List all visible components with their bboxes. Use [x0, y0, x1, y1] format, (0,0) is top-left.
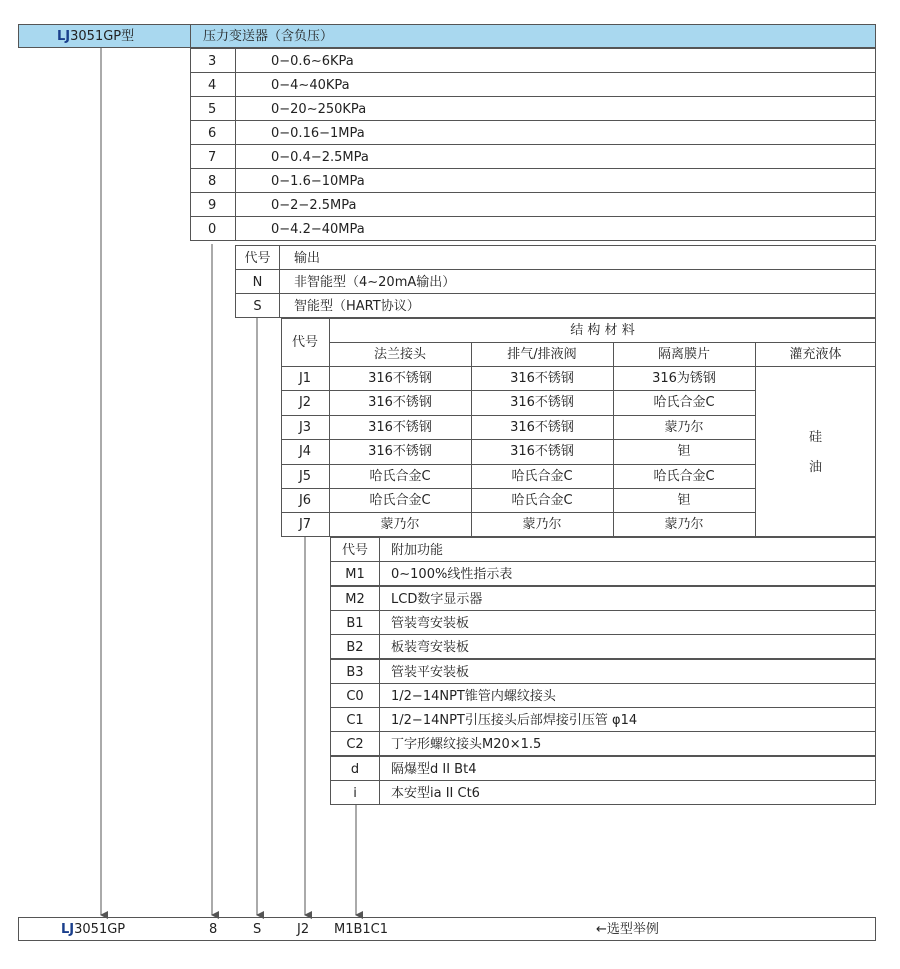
function-code: B2	[346, 640, 364, 656]
range-code: 6	[208, 126, 217, 141]
range-value: 0−4.2−40MPa	[271, 222, 365, 237]
output-label: 非智能型（4∼20mA输出）	[294, 275, 456, 290]
material-diaphragm: 哈氏合金C	[653, 395, 715, 411]
material-code: J4	[298, 444, 312, 460]
material-flange: 蒙乃尔	[380, 517, 420, 533]
materials-column-header: 法兰接头	[373, 347, 426, 362]
material-flange: 哈氏合金C	[369, 468, 431, 484]
output-code: 代号	[244, 251, 271, 266]
materials-column-header: 排气/排液阀	[507, 347, 577, 362]
range-value: 0−1.6−10MPa	[271, 174, 365, 189]
range-code: 0	[208, 222, 217, 237]
material-diaphragm: 哈氏合金C	[653, 468, 715, 484]
function-code: C2	[346, 737, 364, 753]
material-vent: 哈氏合金C	[511, 493, 573, 508]
material-vent: 316不锈钢	[510, 419, 574, 435]
example-functions: M1B1C1	[334, 922, 389, 937]
function-label: 附加功能	[391, 543, 444, 558]
function-label: 隔爆型d II Bt4	[391, 761, 477, 777]
example-row	[18, 917, 876, 941]
function-label: LCD数字显示器	[391, 591, 483, 607]
function-code: C0	[346, 688, 364, 704]
material-code: J6	[298, 493, 312, 508]
materials-column-header: 灌充液体	[789, 347, 842, 362]
range-value: 0−4∼40KPa	[271, 78, 350, 93]
range-code: 9	[208, 198, 217, 213]
range-value: 0−2−2.5MPa	[271, 198, 357, 213]
function-label: 本安型ia II Ct6	[391, 786, 480, 801]
function-label: 1/2−14NPT引压接头后部焊接引压管 φ14	[391, 713, 638, 729]
output-code: N	[252, 275, 263, 290]
function-label: 1/2−14NPT锥管内螺纹接头	[391, 688, 556, 704]
function-code: d	[350, 761, 360, 777]
example-model-prefix: LJ	[61, 922, 75, 937]
material-code: J2	[298, 395, 312, 411]
output-code: S	[253, 299, 262, 314]
function-code: B1	[346, 615, 364, 631]
material-diaphragm: 蒙乃尔	[664, 419, 704, 435]
material-diaphragm: 钽	[677, 444, 691, 460]
material-vent: 316不锈钢	[510, 371, 574, 386]
range-value: 0−0.6∼6KPa	[271, 54, 354, 69]
function-label: 管装弯安装板	[391, 615, 470, 631]
material-vent: 316不锈钢	[510, 444, 574, 460]
example-output: S	[253, 922, 262, 937]
function-code: C1	[346, 713, 364, 729]
material-code: J3	[298, 419, 312, 435]
material-flange: 316不锈钢	[368, 371, 432, 386]
fill-liquid-char-1: 硅	[808, 430, 822, 445]
range-value: 0−20∼250KPa	[271, 102, 367, 117]
range-code: 3	[208, 54, 217, 69]
model-prefix: LJ	[57, 29, 71, 44]
material-code: J1	[298, 371, 312, 386]
range-value: 0−0.16−1MPa	[271, 126, 365, 141]
material-code: J7	[298, 517, 312, 533]
material-vent: 316不锈钢	[510, 395, 574, 411]
example-range: 8	[209, 922, 218, 937]
function-label: 0∼100%线性指示表	[391, 567, 513, 583]
range-code: 7	[208, 150, 217, 165]
material-code: J5	[298, 468, 312, 484]
materials-group-header: 结 构 材 料	[570, 323, 635, 338]
material-vent: 哈氏合金C	[511, 468, 573, 484]
function-code: 代号	[341, 543, 368, 558]
material-flange: 316不锈钢	[368, 395, 432, 411]
page-title: 压力变送器（含负压）	[203, 29, 334, 44]
function-label: 管装平安装板	[391, 664, 470, 680]
material-diaphragm: 316为锈钢	[652, 371, 716, 386]
range-code: 8	[208, 174, 217, 189]
model-name: 3051GP型	[70, 29, 135, 44]
material-vent: 蒙乃尔	[522, 517, 562, 533]
function-code: B3	[346, 664, 364, 680]
function-label: 丁字形螺纹接头M20×1.5	[391, 737, 542, 753]
fill-liquid-char-2: 油	[808, 460, 822, 475]
function-label: 板装弯安装板	[391, 640, 470, 656]
example-note: ←选型举例	[596, 922, 659, 937]
range-code: 4	[208, 78, 217, 93]
materials-code-header: 代号	[291, 335, 318, 350]
range-value: 0−0.4−2.5MPa	[271, 150, 369, 165]
material-flange: 316不锈钢	[368, 444, 432, 460]
function-code: M1	[345, 567, 365, 583]
materials-column-header: 隔离膜片	[657, 347, 710, 362]
material-diaphragm: 蒙乃尔	[664, 517, 704, 533]
function-code: i	[353, 786, 357, 801]
function-code: M2	[345, 591, 365, 607]
example-material: J2	[297, 922, 310, 937]
material-flange: 316不锈钢	[368, 419, 432, 435]
output-label: 智能型（HART协议）	[294, 299, 420, 314]
output-label: 输出	[294, 251, 321, 266]
range-code: 5	[208, 102, 217, 117]
example-model: 3051GP	[74, 922, 126, 937]
material-flange: 哈氏合金C	[369, 493, 431, 508]
material-diaphragm: 钽	[677, 493, 691, 508]
